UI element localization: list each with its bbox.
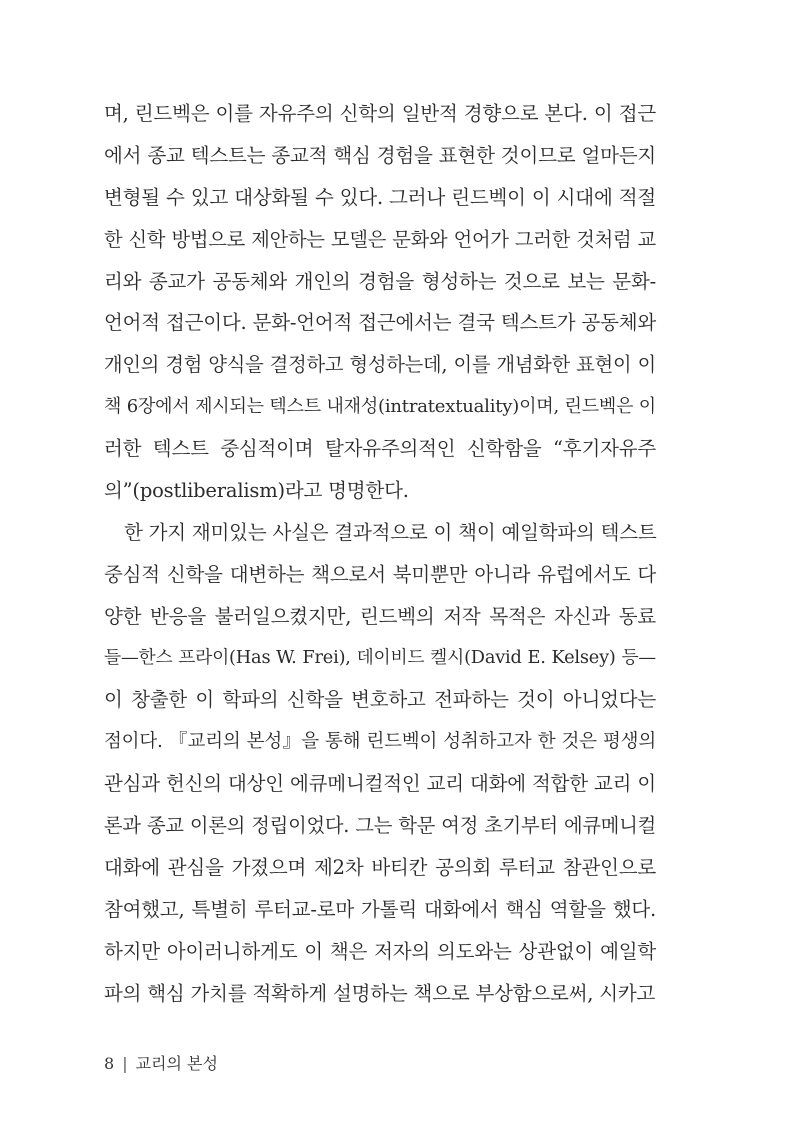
paragraph — [104, 93, 656, 512]
text-line: 며, 린드벡은 이를 자유주의 신학의 일반적 경향으로 본다. 이 접근 — [104, 102, 656, 125]
footer-separator: | — [122, 1054, 128, 1073]
text-line: 들—한스 프라이(Has W. Frei), 데이비드 켈시(David E. Kelsey) 등— — [104, 647, 656, 668]
text-line: 중심적 신학을 대변하는 책으로서 북미뿐만 아니라 유럽에서도 다 — [104, 562, 656, 586]
text-line: 언어적 접근이다. 문화-언어적 접근에서는 결국 텍스트가 공동체와 — [104, 311, 656, 335]
text-line: 의”(postliberalism)라고 명명한다. — [104, 479, 409, 503]
text-line: 리와 종교가 공동체와 개인의 경험을 형성하는 것으로 보는 문화- — [104, 269, 656, 293]
body-text — [104, 93, 656, 1015]
page-number: 8 — [104, 1054, 115, 1073]
text-line: 변형될 수 있고 대상화될 수 있다. 그러나 린드벡이 이 시대에 적절 — [104, 185, 656, 209]
page-footer — [104, 1052, 218, 1076]
text-line: 하지만 아이러니하게도 이 책은 저자의 의도와는 상관없이 예일학 — [104, 939, 656, 963]
text-line: 관심과 헌신의 대상인 에큐메니컬적인 교리 대화에 적합한 교리 이 — [104, 772, 656, 796]
paragraph — [104, 512, 656, 1015]
text-line: 에서 종교 텍스트는 종교적 핵심 경험을 표현한 것이므로 얼마든지 — [104, 143, 656, 167]
text-line: 이 창출한 이 학파의 신학을 변호하고 전파하는 것이 아니었다는 — [104, 688, 656, 712]
text-line: 개인의 경험 양식을 결정하고 형성하는데, 이를 개념화한 표현이 이 — [104, 353, 656, 377]
text-line: 책 6장에서 제시되는 텍스트 내재성(intratextuality)이며, 린드벡은 이 — [104, 396, 656, 418]
running-title: 교리의 본성 — [135, 1054, 218, 1073]
text-line: 론과 종교 이론의 정립이었다. 그는 학문 여정 초기부터 에큐메니컬 — [104, 814, 656, 838]
text-line: 한 신학 방법으로 제안하는 모델은 문화와 언어가 그러한 것처럼 교 — [104, 227, 656, 251]
text-line: 대화에 관심을 가졌으며 제2차 바티칸 공의회 루터교 참관인으로 — [104, 856, 656, 880]
text-line: 점이다. 『교리의 본성』을 통해 린드벡이 성취하고자 한 것은 평생의 — [104, 731, 656, 753]
text-line: 러한 텍스트 중심적이며 탈자유주의적인 신학함을 “후기자유주 — [104, 437, 656, 461]
text-line: 파의 핵심 가치를 적확하게 설명하는 책으로 부상함으로써, 시카고 — [104, 981, 656, 1005]
text-line: 참여했고, 특별히 루터교-로마 가톨릭 대화에서 핵심 역할을 했다. — [104, 897, 656, 921]
text-line: 한 가지 재미있는 사실은 결과적으로 이 책이 예일학파의 텍스트 — [124, 520, 657, 544]
text-line: 양한 반응을 불러일으켰지만, 린드벡의 저작 목적은 자신과 동료 — [104, 604, 656, 628]
